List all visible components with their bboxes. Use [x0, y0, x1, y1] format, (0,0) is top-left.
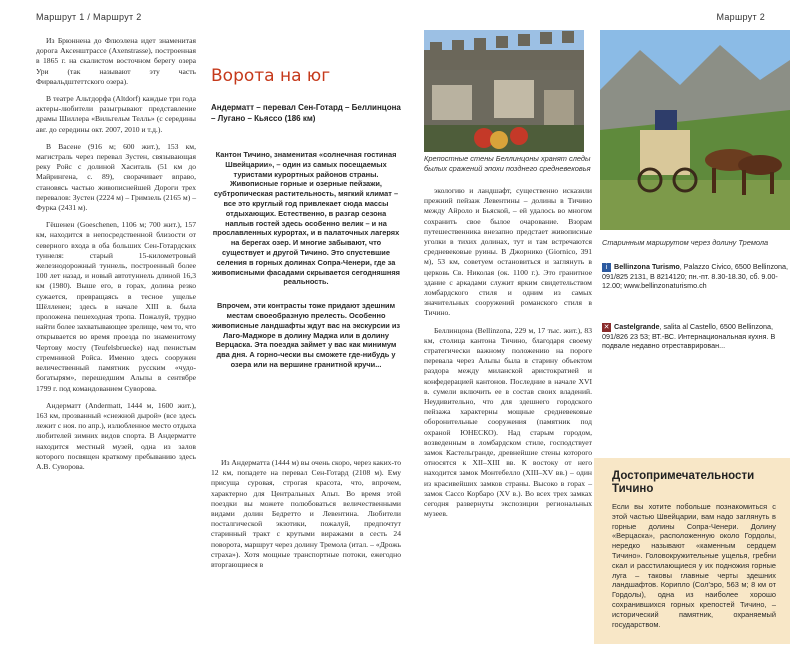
info-details: , Palazzo Civico, 6500 Bellinzona, 091/825 2131, В 8214120; пн.-пт. 8.30-18.30, сб. 9.00-12.00; www.bellinzonaturismo.ch: [602, 262, 789, 290]
route-heading: Андерматт – перевал Сен-Готард – Беллинцона – Лугано – Кьяссо (186 км): [211, 103, 401, 123]
running-header-left: Маршрут 1 / Маршрут 2: [36, 12, 142, 22]
text-column-1: [36, 36, 196, 479]
stagecoach-photo: [600, 30, 790, 230]
intro-text: [211, 150, 401, 378]
info-tourism-office: [602, 262, 790, 290]
paragraph: экологию и ландшафт, существенно исказили прежний пейзаж Левентины – долины в Тичино между Айроло и Бьяской, – ей удалось во многом сохранить свое былое очарование. Взорам путешественника внезапно предстает живописные уголки в тихих долинах, тут и там встречаются средневековые руины. В Джорнико (Giornico, 391 м), 53 км, советуем остановиться и заглянуть в церковь Св. Николая (ок. 1100 г.). Это гранитное здание с аркадами служит ярким свидетельством ломбардского стиля и одним из самых значительных сооружений романского стиля в Тичино.: [424, 186, 592, 318]
info-icon: i: [602, 263, 611, 272]
info-name: Castelgrande: [614, 322, 660, 331]
paragraph: Андерматт (Andermatt, 1444 м, 1600 жит.), 163 км, прозванный «снежной дырой» (все здесь лежит с ноя. по апр.), излюбленное место отдыха любителей зимних видов спорта. В Андерматте находится местный музей, одна из залов которого посвящен краткому пребыванию здесь А.В. Суворова.: [36, 400, 196, 471]
info-restaurant: [602, 322, 790, 350]
text-column-3: [424, 186, 592, 527]
photo-caption: Старинным маршрутом через долину Тремола: [602, 238, 769, 247]
paragraph: Впрочем, эти контрасты тоже придают здешним местам своеобразную прелесть. Особенно живописные ландшафты ждут вас на экскурсии из Лаго-Маджоре в долину Маджа или в долину Верцаска. Эта поездка займет у вас как минимум два дня. А горно-чески вы сможете где-нибудь у озера или на вершине гранитной кручи...: [211, 301, 401, 369]
info-name: Bellinzona Turismo: [614, 262, 680, 271]
paragraph: Из Брюннена до Флюэлена идет знаменитая дорога Аксенштрассе (Axenstrasse), построенная в 1865 г. на скалистом восточном берегу озера Ури (так называют эту часть Фирвальдштеттского озера).: [36, 36, 196, 86]
photo-caption: Крепостные стены Беллинцоны хранят следы былых сражений эпохи позднего средневековья: [424, 154, 591, 173]
restaurant-icon: ✕: [603, 323, 610, 331]
box-text: Если вы хотите побольше познакомиться с этой частью Швейцарии, вам надо заглянуть в горные долины Сопра-Ченери. Долину «Верцаска», расположенную около Гордолы, нередко называют «каменным сердцем Тичино». Головокружительные ущелья, гребни скал и расстилающиеся у их подножия горные луга – таковы главные черты здешних ландшафтов. Корипло (Сол'эро, 563 м; 8 км от Гордолы), одна из наиболее хорошо сохранившихся горных крепостей Тичино, – исторический памятник, охраняемый государством.: [612, 502, 776, 629]
castle-walls-photo: [424, 30, 584, 152]
paragraph: В театре Альтдорфа (Altdorf) каждые три года актеры-любители разыгрывают представление драмы Шиллера «Вильгельм Телль» (с середины авг. до середины окт. 2007, 2010 и т.д.).: [36, 94, 196, 134]
paragraph: Кантон Тичино, знаменитая «солнечная гостиная Швейцарии», – один из самых посещаемых туристами курортных районов страны. Живописные горные и озерные пейзажи, субтропическая растительность, мягкий климат – все это круглый год привлекает сюда массы отдыхающих. Естественно, в разгар сезона наплыв гостей здесь особенно велик – и на прославленных курортах, и в палаточных лагерях на берегах озер. И многие забывают, что существует и другой Тичино. Это спустевшие селения в горных долинах Сопра-Ченери, где за живописными фасадами скрывается сегодняшняя реальность.: [212, 150, 400, 287]
running-header-right: Маршрут 2: [716, 12, 765, 22]
info-details: , salita al Castello, 6500 Bellinzona, 091/826 23 53; ВТ.-ВС. Интернациональная кухня. В подвале недавно отреставрирован...: [602, 322, 776, 350]
text-column-2: [211, 458, 401, 577]
sights-box: [594, 458, 790, 644]
paragraph: Из Андерматта (1444 м) вы очень скоро, через каких-то 12 км, попадете на перевал Сен-Готард (2108 м). Ему присуща суровая, строгая красота, что, впрочем, характерно для Центральных Альп. Во время этой поездки вы можете полюбоваться величественными видами долин Бедретто и Левентина. Любители посталгической экзотики, пожалуй, предпочтут старинный тракт с крутыми виражами в сесть 24 поворота, маршрут через долину Тремола (итал. – «Дрожь страха»). Хотя мощные транспортные потоки, ежегодно вторгающиеся в: [211, 458, 401, 570]
paragraph: В Васене (916 м; 600 жит.), 153 км, магистраль через перевал Зустен, связывающая реку Ройс с долиной Хаситаль (51 км до Майрингена, с. 89), сворачивает вправо, становясь частью живописнейшей Дороги трех перевалов: Зустен (2224 м) – Гримзель (2165 м) – Фурка (2431 м).: [36, 141, 196, 213]
section-title: Ворота на юг: [211, 66, 331, 86]
paragraph: Гёшенен (Goeschenen, 1106 м; 700 жит.), 157 км, находится в непосредственной близости от северного входа в оба больших Сен-Готардских туннеля: старый 15-километровый железнодорожный туннель, построенный более 100 лет назад, и новый автотуннель длиной 16,3 км (1980). Выше его, в горах, долина резко сужается, превращаясь в тесное ущелье Шёлленен; здесь в начале XIII в. была проложена пешеходная тропа. Пожалуй, трудно найти более захватывающее зрелище, чем то, что открывается во время проезда по знаменитому Чертову мосту (Teufelsbruecke) над пенистым стремниной Ройса. Именно здесь сооружен величественный памятник русским «чудо-богатырям», перешедшим Альпы в сентябре 1799 г. под командованием Суворова.: [36, 220, 196, 393]
box-title: Достопримечательности Тичино: [612, 470, 755, 495]
paragraph: Беллинцона (Bellinzona, 229 м, 17 тыс. жит.), 83 км, столица кантона Тичино, благодаря своему стратегически важному положению на пороге перевала через Альпы была в старину объектом раздора между миланской аристократией и конфедерацией кантонов. Последние в начале XVI в. сумели включить ее в состав своих владений. Неудивительно, что для здешнего городского пейзажа характерны мощные средневековые оборонительные сооружения (памятник под охраной ЮНЕСКО). Над старым городом, возведенным в ломбардском стиле, господствует замок Кастельгранде, древнейшие стены которого относятся к XII–XIII вв. К востоку от него находится замок Монтебелло (XIII–XV вв.) – один из красивейших замков страны. Высоко в горах – замок Сассо Корбаро (XV в.). Во всех трех замках сегодня развернуты экспозиции региональных музеев.: [424, 325, 592, 519]
